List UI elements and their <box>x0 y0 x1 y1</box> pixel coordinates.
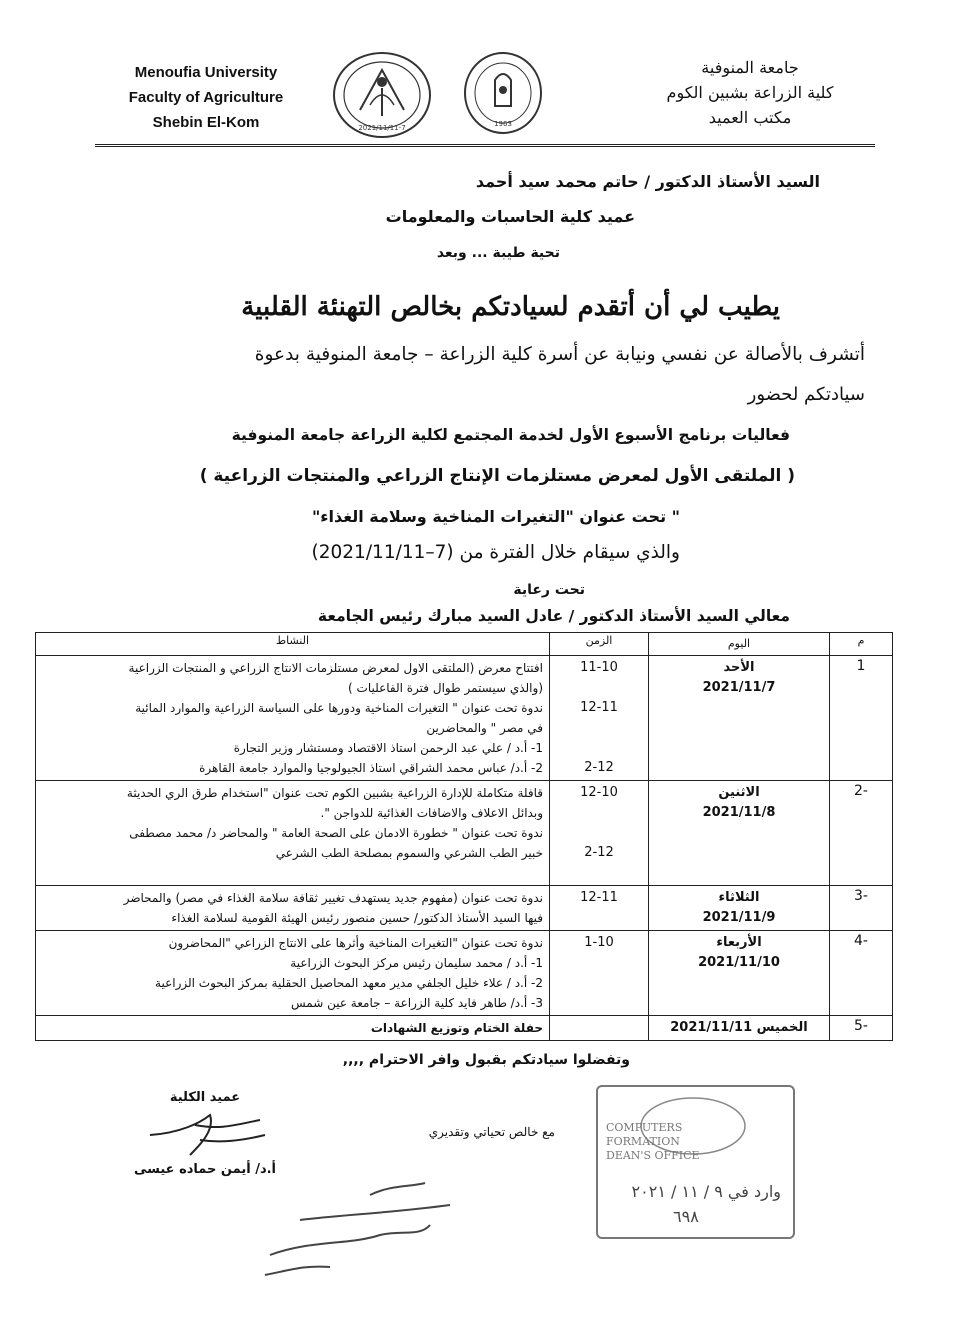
table-row <box>36 781 893 886</box>
header-time: الزمن <box>550 633 649 656</box>
day-name: الأحد <box>723 660 755 675</box>
header-activity: النشاط <box>36 633 550 656</box>
time-slot <box>556 803 642 823</box>
activity-line: ندوة تحت عنوان (مفهوم جديد يستهدف تغيير ثقافة سلامة الغذاء في مصر) والمحاضر <box>123 891 543 905</box>
time-slot <box>556 738 642 758</box>
program-title: فعاليات برنامج الأسبوع الأول لخدمة المجتمع لكلية الزراعة جامعة المنوفية <box>231 426 790 444</box>
day-date: 2021/11/10 <box>698 955 780 970</box>
activity-line: 1- أ.د / علي عبد الرحمن استاذ الاقتصاد ومستشار وزير التجارة <box>233 741 543 755</box>
header-ar-line-1: جامعة المنوفية <box>701 58 799 77</box>
schedule-table <box>35 632 893 1041</box>
stamp-line-1: COMPUTERS <box>606 1121 683 1134</box>
row-number: -4 <box>830 931 893 1016</box>
header-number: م <box>830 633 893 656</box>
row-activity <box>36 1016 550 1041</box>
time-slot <box>556 718 642 738</box>
activity-line: ندوة تحت عنوان " التغيرات المناخية ودورها على السياسة الزراعية والموارد المائية <box>135 701 543 715</box>
row-number: 1 <box>830 656 893 781</box>
table-row <box>36 656 893 781</box>
day-date: 2021/11/9 <box>702 910 776 925</box>
seal-year-text: 1963 <box>494 120 512 128</box>
program-subtitle: ( الملتقى الأول لمعرض مستلزمات الإنتاج الزراعي والمنتجات الزراعية ) <box>199 466 795 486</box>
header-ar-line-2: كلية الزراعة بشبين الكوم <box>666 83 834 102</box>
faculty-seal-logo <box>330 50 435 140</box>
time-slot: 1-10 <box>584 935 614 950</box>
row-day <box>649 886 830 931</box>
dean-title: عميد الكلية <box>169 1090 241 1105</box>
header-day: اليوم <box>649 633 830 656</box>
header-en-line-1: Menoufia University <box>134 64 278 81</box>
time-slot: 11-10 <box>580 660 618 675</box>
header-en-line-3: Shebin El-Kom <box>152 114 260 131</box>
recipient-role: عميد كلية الحاسبات والمعلومات <box>385 207 635 226</box>
time-slot <box>556 678 642 698</box>
header-ar-line-3: مكتب العميد <box>708 108 792 127</box>
activity-line: حفلة الختام وتوزيع الشهادات <box>370 1021 543 1035</box>
university-name-english <box>100 60 312 135</box>
row-number: -3 <box>830 886 893 931</box>
closing-text: وتفضلوا سيادتكم بقبول وافر الاحترام ,,,, <box>342 1052 630 1068</box>
time-slot <box>556 823 642 843</box>
day-name: الخميس 2021/11/11 <box>670 1020 808 1035</box>
row-day <box>649 931 830 1016</box>
program-theme: " تحت عنوان "التغيرات المناخية وسلامة الغذاء" <box>311 507 680 526</box>
headline: يطيب لي أن أتقدم لسيادتكم بخالص التهنئة القلبية <box>241 292 780 322</box>
row-time <box>550 886 649 931</box>
stamp-line-2: FORMATION <box>606 1135 680 1148</box>
recipient-name: السيد الأستاذ الدكتور / حاتم محمد سيد أحمد <box>475 172 820 191</box>
patron-name: معالي السيد الأستاذ الدكتور / عادل السيد مبارك رئيس الجامعة <box>317 607 790 625</box>
row-day <box>649 781 830 886</box>
time-slot <box>556 863 642 883</box>
seal-date-text: 2021/11/11-7 <box>358 124 406 132</box>
row-time <box>550 781 649 886</box>
row-activity <box>36 886 550 931</box>
activity-line: 3- أ.د/ طاهر فايد كلية الزراعة – جامعة عين شمس <box>290 996 543 1010</box>
row-time <box>550 1016 649 1041</box>
activity-line: قافلة متكاملة للإدارة الزراعية بشبين الكوم تحت عنوان "استخدام طرق الري الحديثة <box>126 786 543 800</box>
activity-line: فيها السيد الأستاذ الدكتور/ حسين منصور رئيس الهيئة القومية لسلامة الغذاء <box>171 911 543 925</box>
patronage-label: تحت رعاية <box>513 582 585 598</box>
header-en-line-2: Faculty of Agriculture <box>128 89 284 106</box>
row-number: -5 <box>830 1016 893 1041</box>
time-slot: 12-11 <box>580 890 618 905</box>
row-day <box>649 1016 830 1041</box>
dean-name: أ.د/ أيمن حماده عيسى <box>133 1162 277 1177</box>
university-seal-logo <box>462 50 544 136</box>
activity-line: 1- أ.د / محمد سليمان رئيس مركز البحوث الزراعية <box>290 956 543 970</box>
day-name: الاثنين <box>718 785 760 800</box>
row-day <box>649 656 830 781</box>
activity-line: 2- أ.د/ عباس محمد الشراقي استاذ الجيولوجيا والموارد جامعة القاهرة <box>199 761 543 775</box>
time-slot: 12-11 <box>580 700 618 715</box>
handwritten-regards: مع خالص تحياتي وتقديري <box>428 1125 555 1139</box>
time-slot: 12-10 <box>580 785 618 800</box>
program-dates: والذي سيقام خلال الفترة من (7–2021/11/11) <box>311 542 680 563</box>
invitation-paragraph-line-2: سيادتكم لحضور <box>747 384 865 405</box>
activity-line: في مصر " والمحاضرين <box>426 721 543 735</box>
invitation-paragraph-line-1: أتشرف بالأصالة عن نفسي ونيابة عن أسرة كلية الزراعة – جامعة المنوفية بدعوة <box>254 344 865 365</box>
table-row <box>36 1016 893 1041</box>
table-row <box>36 931 893 1016</box>
stamp-received-date: وارد في ٩ / ١١ / ٢٠٢١ <box>631 1182 781 1201</box>
incoming-mail-stamp <box>596 1085 795 1239</box>
time-slot <box>556 1018 642 1038</box>
university-name-arabic <box>640 55 860 130</box>
activity-line: (والذي سيستمر طوال فترة الفاعليات ) <box>348 681 543 695</box>
activity-line: ندوة تحت عنوان "التغيرات المناخية وأثرها على الانتاج الزراعي "المحاضرون <box>168 936 543 950</box>
time-slot: 2-12 <box>584 760 614 775</box>
row-activity <box>36 656 550 781</box>
activity-line: وبدائل الاعلاف والاضافات الغذائية للدواجن ". <box>320 806 543 820</box>
activity-line: افتتاح معرض (الملتقى الاول لمعرض مستلزمات الانتاج الزراعي و المنتجات الزراعية <box>128 661 543 675</box>
activity-line: ندوة تحت عنوان " خطورة الادمان على الصحة العامة " والمحاضر د/ محمد مصطفى <box>129 826 543 840</box>
stamp-serial-number: ٦٩٨ <box>673 1207 699 1226</box>
activity-line: 2- أ.د / علاء خليل الجلفي مدير معهد المحاصيل الحقلية بمركز البحوث الزراعية <box>155 976 543 990</box>
handwritten-annotation <box>250 1175 510 1285</box>
day-name: الثلاثاء <box>718 890 760 905</box>
row-activity <box>36 781 550 886</box>
row-activity <box>36 931 550 1016</box>
activity-line: خبير الطب الشرعي والسموم بمصلحة الطب الشرعي <box>275 846 543 860</box>
header-divider <box>95 144 875 147</box>
time-slot: 2-12 <box>584 845 614 860</box>
table-header-row <box>36 633 893 656</box>
row-time <box>550 656 649 781</box>
row-number: -2 <box>830 781 893 886</box>
greeting: تحية طيبة ... وبعد <box>436 245 560 261</box>
row-time <box>550 931 649 1016</box>
stamp-line-3: DEAN'S OFFICE <box>606 1149 700 1162</box>
dean-signature <box>140 1105 270 1160</box>
table-row <box>36 886 893 931</box>
day-date: 2021/11/8 <box>702 805 776 820</box>
day-name: الأربعاء <box>716 935 762 950</box>
day-date: 2021/11/7 <box>702 680 776 695</box>
